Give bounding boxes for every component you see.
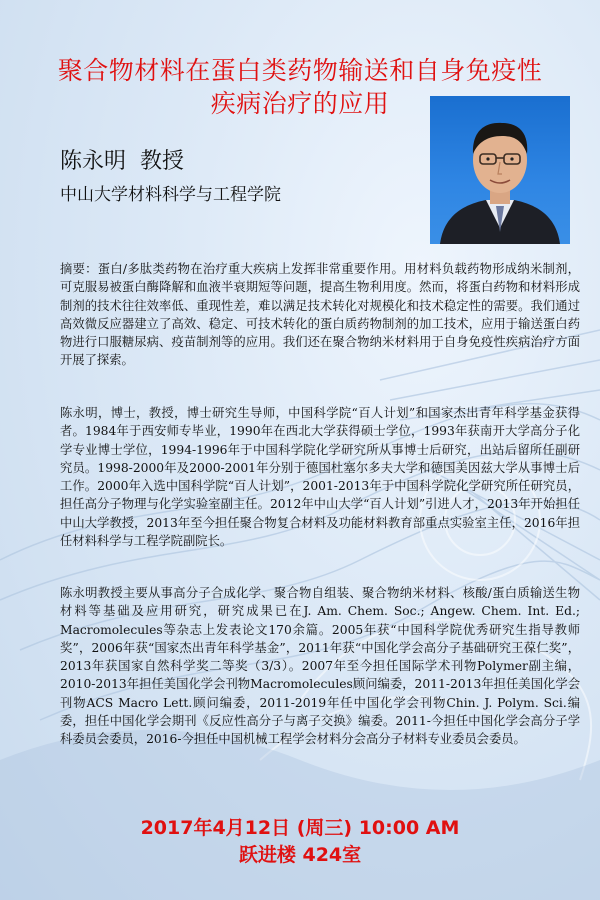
speaker-photo [430,96,570,244]
abstract-paragraph [60,260,580,370]
bio-paragraph: 陈永明，博士，教授，博士研究生导师，中国科学院“百人计划”和国家杰出青年科学基金获得者。1984年于西安师专毕业，1990年在西北大学获得硕士学位，1993年获南开大学高分子化学专业博士学位，1994-1996年于中国科学院化学研究所从事博士后研究，出站后留所任副研究员。1998-2000年及2000-2001年分别于德国杜塞尔多夫大学和德国美因兹大学从事博士后工作。2000年入选中国科学院“百人计划”，2001-2013年于中国科学院化学研究所任研究员，担任高分子物理与化学实验室副主任。2012年中山大学“百人计划”引进人才，2013年开始担任中山大学教授，2013年至今担任聚合物复合材料及功能材料教育部重点实验室主任，2016年担任材料科学与工程学院副院长。 [60,406,580,549]
title-line-1: 聚合物材料在蛋白类药物输送和自身免疫性 [57,56,543,85]
speaker-affiliation: 中山大学材料科学与工程学院 [60,185,281,205]
speaker-name: 陈永明 教授 [60,149,184,174]
event-datetime: 2017年4月12日 (周三) 10:00 AM [140,817,460,839]
abstract-text: 蛋白/多肽类药物在治疗重大疾病上发挥非常重要作用。用材料负载药物形成纳米制剂，可克服易被蛋白酶降解和血液半衰期短等问题，提高生物利用度。然而，将蛋白药物和材料形成制剂的技术往往效率低、重现性差，难以满足技术转化对规模化和技术稳定性的需要。我们通过高效微反应器建立了高效、稳定、可技术转化的蛋白质药物制剂的加工技术，应用于输送蛋白药物进行口服糖尿病、疫苗制剂等的应用。我们还在聚合物纳米材料用于自身免疫性疾病治疗方面开展了探索。 [60,262,580,368]
abstract-label: 摘要： [60,262,98,276]
research-paragraph: 陈永明教授主要从事高分子合成化学、聚合物自组装、聚合物纳米材料、核酸/蛋白质输送生物材料等基础及应用研究，研究成果已在J. Am. Chem. Soc.; Angew. Chem. Int. Ed.; Macromolecules等杂志上发表论文170余篇。2005年获“中国科学院优秀研究生指导教师奖”，2006年获“国家杰出青年科学基金”，2011年获“中国化学会高分子基础研究王葆仁奖”，2013年获国家自然科学奖二等奖（3/3）。2007年至今担任国际学术刊物Polymer副主编，2010-2013年担任美国化学会刊物Macromolecules顾问编委，2011-2013年担任美国化学会刊物ACS Macro Lett.顾问编委，2011-2019年任中国化学会刊物Chin. J. Polym. Sci.编委，担任中国化学会期刊《反应性高分子与离子交换》编委。2011-今担任中国化学会高分子学科委员会委员，2016-今担任中国机械工程学会材料分会高分子材料专业委员会委员。 [60,586,580,747]
portrait-illustration [430,96,570,244]
event-location: 跃进楼 424室 [238,844,362,866]
title-line-2: 疾病治疗的应用 [210,89,390,118]
